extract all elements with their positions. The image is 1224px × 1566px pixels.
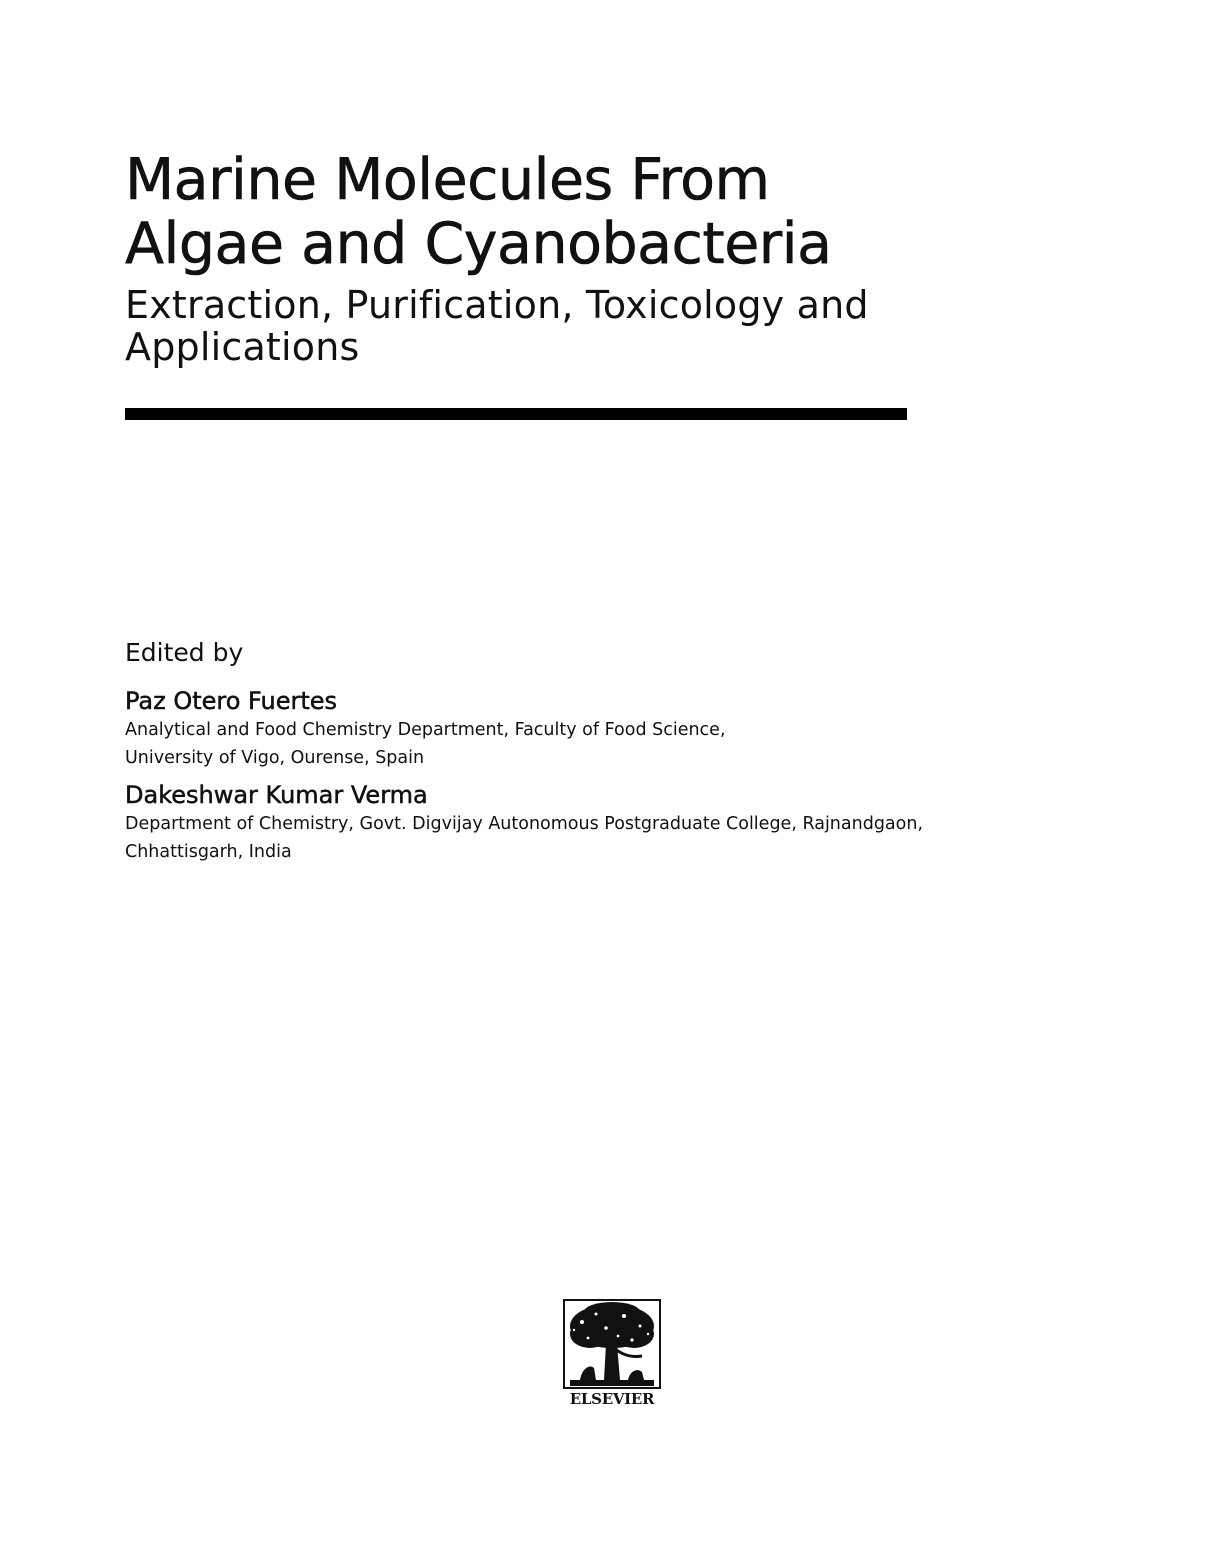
editor-entry <box>125 686 1125 772</box>
editor-entry <box>125 780 1125 866</box>
book-subtitle-line-1: Extraction, Purification, Toxicology and <box>125 283 869 327</box>
editor-name: Dakeshwar Kumar Verma <box>125 781 428 809</box>
editor-name: Paz Otero Fuertes <box>125 687 338 715</box>
editor-affiliation-line-2: University of Vigo, Ourense, Spain <box>125 748 425 768</box>
editor-affiliation <box>125 716 1125 772</box>
book-subtitle <box>125 284 1105 368</box>
book-title-line-1: Marine Molecules From <box>125 147 770 213</box>
editor-affiliation-line-1: Analytical and Food Chemistry Department, Faculty of Food Science, <box>125 720 726 740</box>
book-subtitle-line-2: Applications <box>125 325 360 369</box>
editor-affiliation-line-2: Chhattisgarh, India <box>125 842 292 862</box>
publisher-name: ELSEVIER <box>569 1390 655 1408</box>
title-rule <box>125 408 907 420</box>
title-block <box>125 148 1105 368</box>
editor-affiliation-line-1: Department of Chemistry, Govt. Digvijay Autonomous Postgraduate College, Rajnandgaon, <box>125 814 924 834</box>
edited-by-label: Edited by <box>125 638 244 667</box>
editors-section <box>125 636 1125 874</box>
book-title-line-2: Algae and Cyanobacteria <box>125 211 832 277</box>
editor-affiliation <box>125 810 1125 866</box>
book-title <box>125 148 1105 276</box>
